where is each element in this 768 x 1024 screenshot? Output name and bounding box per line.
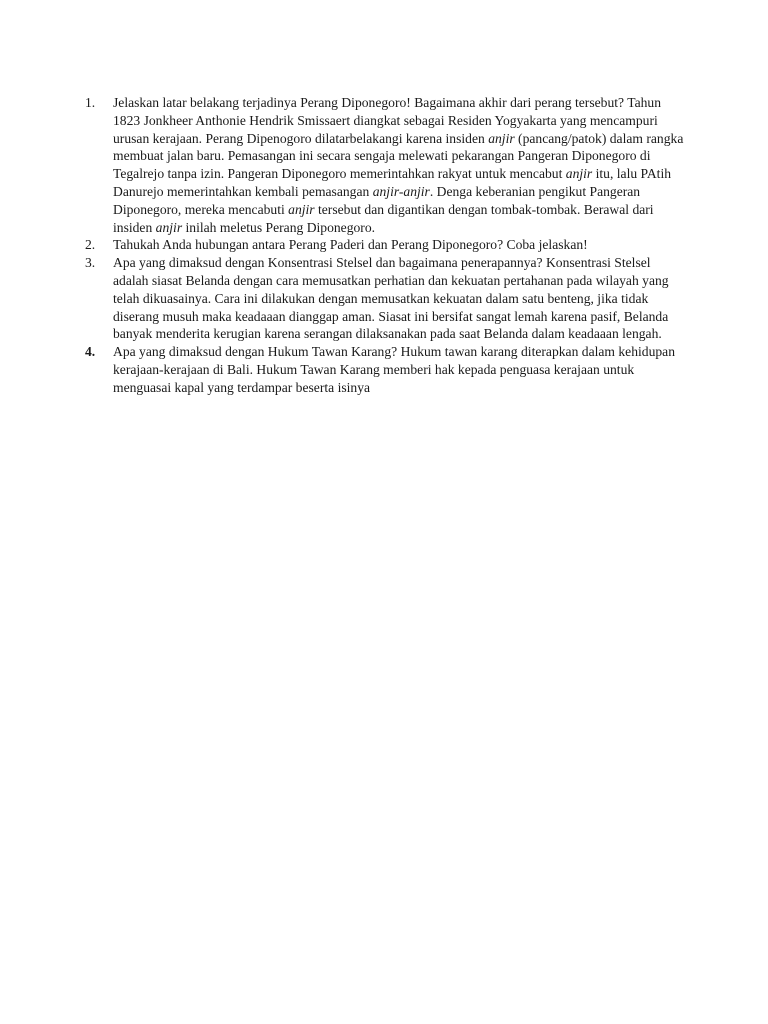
italic-term: anjir-anjir — [372, 183, 430, 199]
item-text — [113, 343, 685, 396]
text-segment: . Denga keberanian pengikut Pangeran Diponegoro, mereka mencabuti — [113, 183, 641, 217]
item-text — [113, 94, 685, 236]
list-item — [85, 343, 685, 396]
text-segment: Jelaskan latar belakang terjadinya Perang Diponegoro! Bagaimana akhir dari perang tersebut? Tahun 1823 Jonkheer Anthonie Hendrik Smissaert diangkat sebagai Residen Yogyakarta yang mencampuri urusan kerajaan. Perang Dipenogoro dilatarbelakangi karena insiden — [113, 95, 661, 146]
italic-term: anjir — [565, 166, 593, 182]
text-segment: tersebut dan digantikan dengan tombak-tombak. Berawal dari insiden — [113, 201, 654, 235]
text-segment: itu, lalu PAtih Danurejo memerintahkan kembali pemasangan — [113, 166, 672, 199]
list-item — [85, 254, 685, 343]
item-text — [113, 254, 685, 343]
item-number: 1. — [85, 95, 96, 110]
item-number: 2. — [85, 237, 96, 253]
list-item — [85, 236, 685, 254]
item-text — [113, 236, 685, 254]
list-item — [85, 94, 685, 236]
text-segment: (pancang/patok) dalam rangka membuat jalan baru. Pemasangan ini secara sengaja melewati pekarangan Pangeran Diponegoro di Tegalrejo tanpa izin. Pangeran Diponegoro memerintahkan rakyat untuk mencabut — [113, 130, 684, 182]
italic-term: anjir — [488, 130, 515, 146]
italic-term: anjir — [288, 201, 315, 217]
question-list — [85, 94, 685, 397]
item-number: 3. — [85, 255, 96, 271]
text-segment: Tahukah Anda hubungan antara Perang Paderi dan Perang Diponegoro? Coba jelaskan! — [113, 237, 588, 253]
text-segment: Apa yang dimaksud dengan Hukum Tawan Karang? Hukum tawan karang diterapkan dalam kehidupan kerajaan-kerajaan di Bali. Hukum Tawan Karang memberi hak kepada penguasa kerajaan untuk menguasai kapal yang terdampar beserta isinya — [113, 344, 676, 395]
text-segment: inilah meletus Perang Diponegoro. — [182, 219, 376, 235]
item-number: 4. — [85, 344, 96, 360]
text-segment: Apa yang dimaksud dengan Konsentrasi Stelsel dan bagaimana penerapannya? Konsentrasi Stelsel adalah siasat Belanda dengan cara memusatkan perhatian dan kekuatan pertahanan pada wilayah yang telah dikuasainya. Cara ini dilakukan dengan memusatkan kekuatan dalam satu benteng, jika tidak diserang musuh maka keadaaan dianggap aman. Siasat ini bersifat sangat lemah karena pasif, Belanda banyak menderita kerugian karena serangan dilaksanakan pada saat Belanda dalam keadaaan lengah. — [113, 255, 669, 342]
italic-term: anjir — [155, 219, 183, 235]
